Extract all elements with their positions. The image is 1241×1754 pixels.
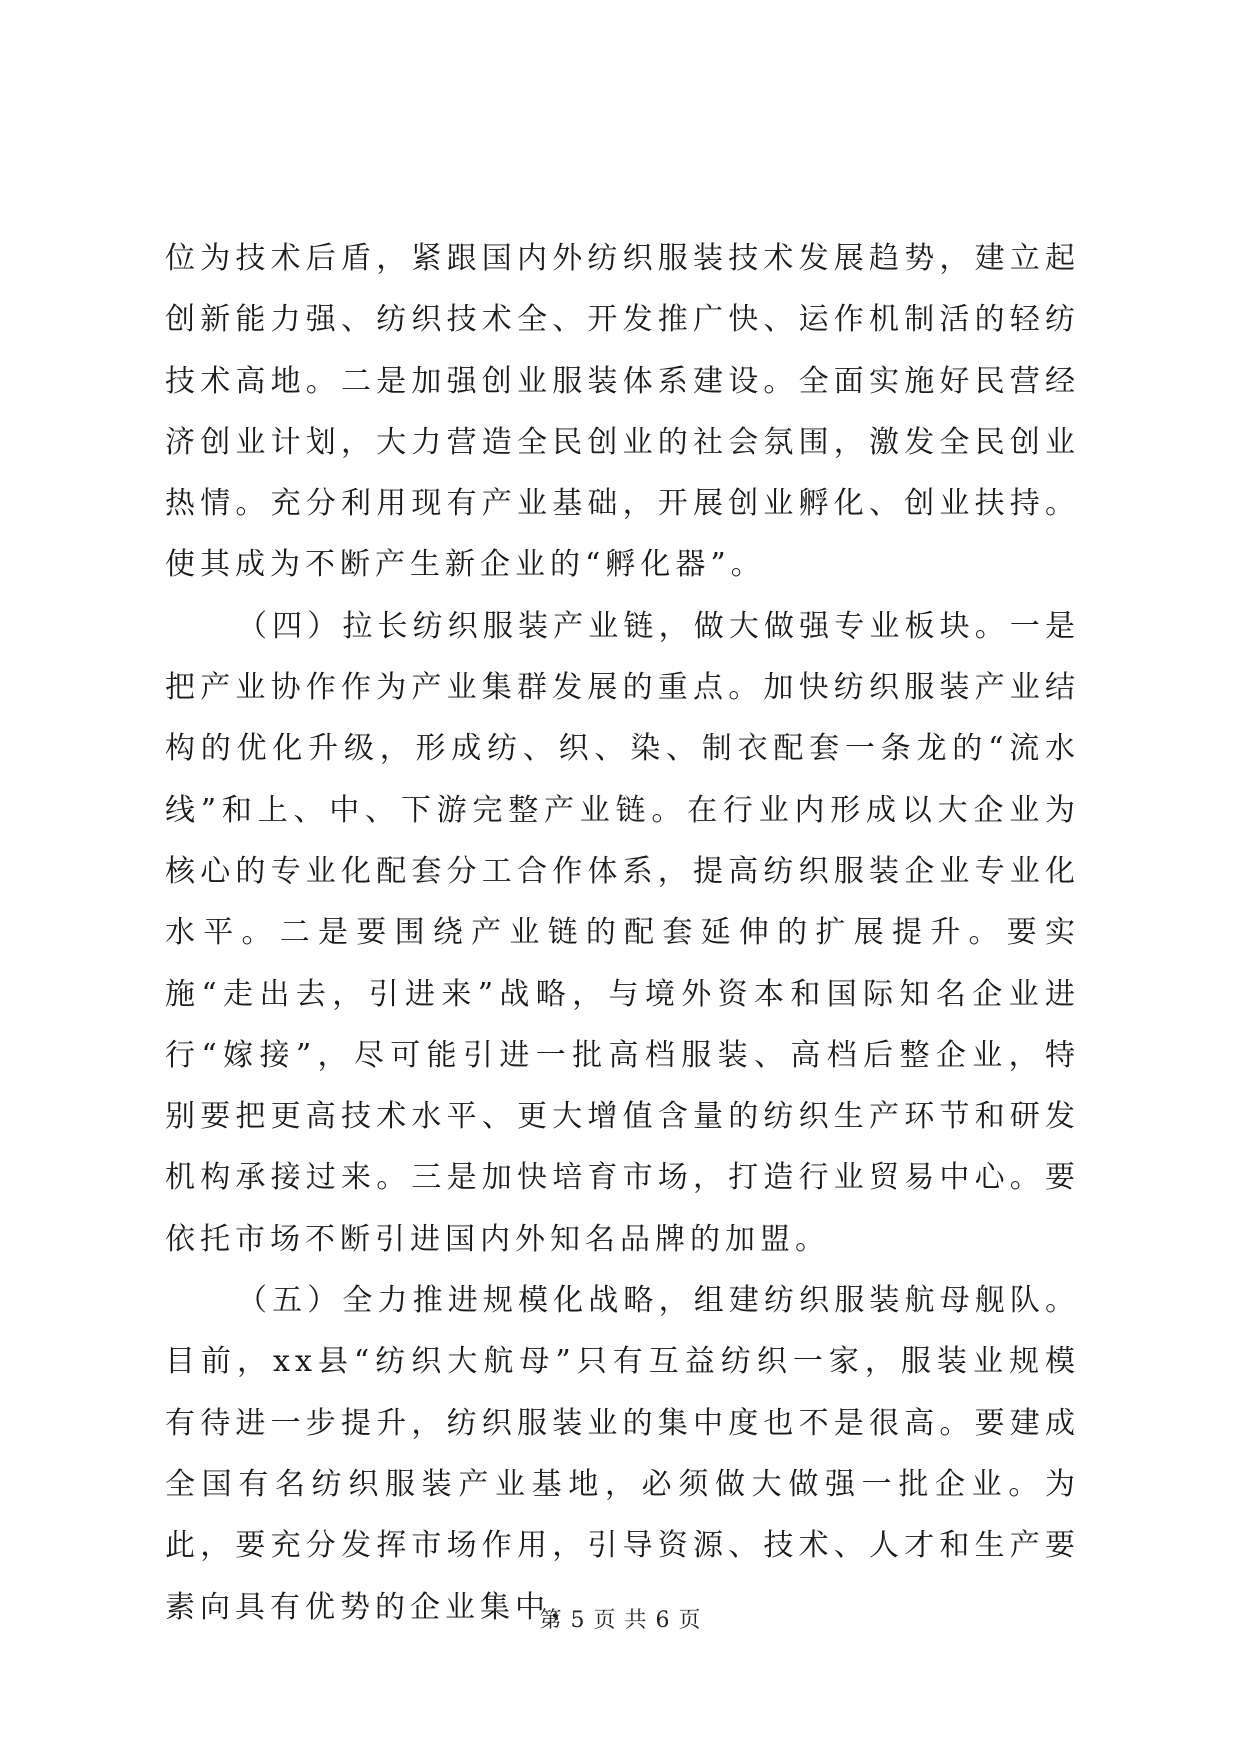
- paragraph-continuation: 位为技术后盾，紧跟国内外纺织服装技术发展趋势，建立起创新能力强、纺织技术全、开发推广快、运作机制活的轻纺技术高地。二是加强创业服装体系建设。全面实施好民营经济创业计划，大力营造全民创业的社会氛围，激发全民创业热情。充分利用现有产业基础，开展创业孵化、创业扶持。使其成为不断产生新企业的“孵化器”。: [165, 241, 1080, 583]
- paragraph-section-4: （四）拉长纺织服装产业链，做大做强专业板块。一是把产业协作作为产业集群发展的重点。加快纺织服装产业结构的优化升级，形成纺、织、染、制衣配套一条龙的“流水线”和上、中、下游完整产业链。在行业内形成以大企业为核心的专业化配套分工合作体系，提高纺织服装企业专业化水平。二是要围绕产业链的配套延伸的扩展提升。要实施“走出去，引进来”战略，与境外资本和国际知名企业进行“嫁接”，尽可能引进一批高档服装、高档后整企业，特别要把更高技术水平、更大增值含量的纺织生产环节和研发机构承接过来。三是加快培育市场，打造行业贸易中心。要依托市场不断引进国内外知名品牌的加盟。: [165, 608, 1080, 1257]
- paragraph-section-5: （五）全力推进规模化战略，组建纺织服装航母舰队。目前，xx县“纺织大航母”只有互益纺织一家，服装业规模有待进一步提升，纺织服装业的集中度也不是很高。要建成全国有名纺织服装产业基地，必须做大做强一批企业。为此，要充分发挥市场作用，引导资源、技术、人才和生产要素向具有优势的企业集中，: [165, 1283, 1080, 1625]
- page-footer: [0, 1603, 1241, 1634]
- page-number-label: 第 5 页 共 6 页: [539, 1608, 702, 1633]
- document-body: [165, 228, 1080, 1638]
